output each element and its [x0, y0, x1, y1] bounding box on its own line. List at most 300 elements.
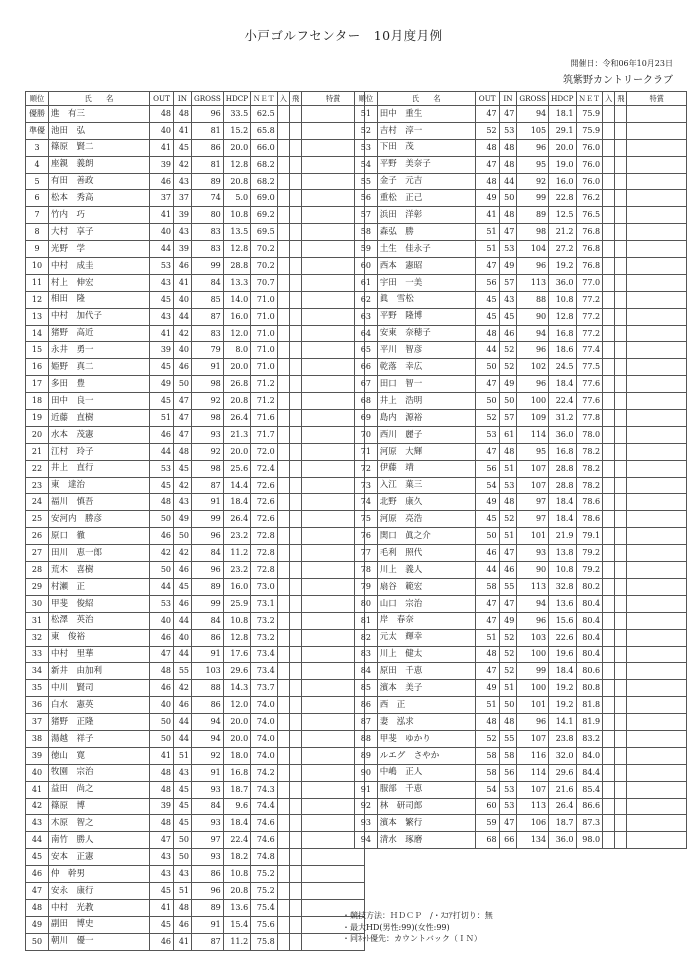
rank-cell: 40	[26, 764, 49, 781]
out-cell: 43	[150, 849, 174, 866]
in-cell: 48	[499, 207, 517, 224]
table-row	[26, 781, 365, 798]
rank-cell: 46	[26, 866, 49, 883]
name-cell: 甲斐 俊紹	[49, 595, 150, 612]
hdcp-cell: 26.4	[223, 410, 250, 427]
rank-cell: 74	[355, 494, 378, 511]
out-cell: 43	[150, 274, 174, 291]
prize-cell	[627, 511, 687, 528]
nyu-cell	[277, 528, 289, 545]
hi-cell	[615, 528, 627, 545]
hi-cell	[615, 291, 627, 308]
table-row	[355, 747, 687, 764]
nyu-cell	[277, 562, 289, 579]
table-row	[355, 494, 687, 511]
col-prize-header: 特賞	[302, 92, 365, 106]
nyu-cell	[277, 156, 289, 173]
hi-cell	[289, 730, 301, 747]
out-cell: 51	[475, 224, 499, 241]
gross-cell: 97	[517, 494, 549, 511]
out-cell: 48	[475, 325, 499, 342]
gross-cell: 88	[192, 680, 224, 697]
name-cell: 田口 智一	[377, 376, 475, 393]
col-net-header: ＮＥＴ	[251, 92, 278, 106]
nyu-cell	[277, 207, 289, 224]
name-cell: 益田 尚之	[49, 781, 150, 798]
hdcp-cell: 8.0	[223, 342, 250, 359]
out-cell: 53	[150, 595, 174, 612]
table-row	[355, 680, 687, 697]
in-cell: 47	[499, 106, 517, 123]
name-cell: 荒木 喜樹	[49, 562, 150, 579]
net-cell: 74.6	[251, 815, 278, 832]
gross-cell: 83	[192, 241, 224, 258]
gross-cell: 86	[192, 697, 224, 714]
name-cell: 中川 賢司	[49, 680, 150, 697]
net-cell: 80.4	[576, 646, 603, 663]
table-row	[355, 815, 687, 832]
nyu-cell	[277, 849, 289, 866]
table-row	[355, 291, 687, 308]
table-row	[355, 629, 687, 646]
nyu-cell	[277, 410, 289, 427]
out-cell: 49	[150, 376, 174, 393]
net-cell: 77.4	[576, 342, 603, 359]
name-cell: 原口 徹	[49, 528, 150, 545]
in-cell: 49	[174, 511, 192, 528]
in-cell: 40	[174, 342, 192, 359]
gross-cell: 74	[192, 190, 224, 207]
out-cell: 46	[150, 680, 174, 697]
prize-cell	[627, 410, 687, 427]
hi-cell	[615, 511, 627, 528]
hi-cell	[615, 663, 627, 680]
table-row	[355, 207, 687, 224]
in-cell: 42	[174, 477, 192, 494]
out-cell: 47	[475, 156, 499, 173]
table-row	[26, 545, 365, 562]
hi-cell	[615, 460, 627, 477]
nyu-cell	[277, 139, 289, 156]
out-cell: 46	[150, 173, 174, 190]
gross-cell: 84	[192, 545, 224, 562]
in-cell: 53	[499, 781, 517, 798]
nyu-cell	[277, 393, 289, 410]
table-row	[26, 376, 365, 393]
name-cell: 猪野 正隆	[49, 714, 150, 731]
results-table-right	[354, 91, 687, 849]
gross-cell: 98	[192, 460, 224, 477]
table-row	[26, 562, 365, 579]
rank-cell: 39	[26, 747, 49, 764]
prize-cell	[627, 376, 687, 393]
table-row	[26, 359, 365, 376]
gross-cell: 81	[192, 156, 224, 173]
out-cell: 40	[150, 122, 174, 139]
rank-cell: 77	[355, 545, 378, 562]
hi-cell	[289, 646, 301, 663]
hdcp-cell: 29.1	[549, 122, 576, 139]
name-cell: 眞 雪松	[377, 291, 475, 308]
rank-cell: 68	[355, 393, 378, 410]
name-cell: 宇田 一美	[377, 274, 475, 291]
hi-cell	[615, 308, 627, 325]
gross-cell: 98	[192, 376, 224, 393]
name-cell: 田中 重生	[377, 106, 475, 123]
rank-cell: 38	[26, 730, 49, 747]
out-cell: 48	[475, 646, 499, 663]
out-cell: 58	[475, 578, 499, 595]
hi-cell	[615, 190, 627, 207]
in-cell: 43	[174, 764, 192, 781]
gross-cell: 84	[192, 612, 224, 629]
nyu-cell	[603, 832, 615, 849]
table-row	[26, 325, 365, 342]
net-cell: 73.0	[251, 578, 278, 595]
in-cell: 48	[499, 139, 517, 156]
net-cell: 74.0	[251, 697, 278, 714]
gross-cell: 91	[192, 916, 224, 933]
in-cell: 66	[499, 832, 517, 849]
out-cell: 56	[475, 460, 499, 477]
gross-cell: 103	[192, 663, 224, 680]
rank-cell: 84	[355, 663, 378, 680]
net-cell: 71.0	[251, 308, 278, 325]
out-cell: 49	[475, 190, 499, 207]
net-cell: 72.6	[251, 477, 278, 494]
hi-cell	[289, 849, 301, 866]
hdcp-cell: 18.1	[549, 106, 576, 123]
gross-cell: 95	[517, 156, 549, 173]
gross-cell: 100	[517, 646, 549, 663]
name-cell: 平野 隆博	[377, 308, 475, 325]
gross-cell: 105	[517, 122, 549, 139]
in-cell: 37	[174, 190, 192, 207]
out-cell: 58	[475, 764, 499, 781]
prize-cell	[627, 697, 687, 714]
in-cell: 43	[174, 224, 192, 241]
in-cell: 44	[174, 730, 192, 747]
out-cell: 45	[475, 511, 499, 528]
table-row	[355, 139, 687, 156]
hi-cell	[615, 815, 627, 832]
hdcp-cell: 16.0	[223, 578, 250, 595]
hi-cell	[615, 781, 627, 798]
name-cell: 中村 成圭	[49, 258, 150, 275]
name-cell: 原田 千恵	[377, 663, 475, 680]
out-cell: 48	[150, 494, 174, 511]
hdcp-cell: 15.4	[223, 916, 250, 933]
in-cell: 57	[499, 410, 517, 427]
out-cell: 47	[150, 832, 174, 849]
table-row	[355, 511, 687, 528]
nyu-cell	[603, 359, 615, 376]
hdcp-cell: 13.8	[549, 545, 576, 562]
hi-cell	[289, 916, 301, 933]
in-cell: 48	[499, 714, 517, 731]
gross-cell: 90	[517, 308, 549, 325]
net-cell: 74.2	[251, 764, 278, 781]
out-cell: 58	[475, 747, 499, 764]
out-cell: 48	[150, 663, 174, 680]
hi-cell	[615, 443, 627, 460]
gross-cell: 94	[192, 714, 224, 731]
table-row	[26, 528, 365, 545]
out-cell: 45	[150, 882, 174, 899]
gross-cell: 86	[192, 866, 224, 883]
out-cell: 68	[475, 832, 499, 849]
in-cell: 50	[499, 393, 517, 410]
hi-cell	[289, 528, 301, 545]
hdcp-cell: 18.6	[549, 342, 576, 359]
hdcp-cell: 9.6	[223, 798, 250, 815]
prize-cell	[627, 325, 687, 342]
hdcp-cell: 19.2	[549, 680, 576, 697]
col-prize-header: 特賞	[627, 92, 687, 106]
net-cell: 75.2	[251, 882, 278, 899]
hdcp-cell: 28.8	[549, 477, 576, 494]
name-cell: 南竹 勝人	[49, 832, 150, 849]
hdcp-cell: 18.4	[549, 494, 576, 511]
nyu-cell	[603, 190, 615, 207]
nyu-cell	[277, 190, 289, 207]
prize-cell	[627, 747, 687, 764]
net-cell: 73.2	[251, 629, 278, 646]
in-cell: 58	[499, 747, 517, 764]
table-row	[26, 342, 365, 359]
in-cell: 46	[174, 595, 192, 612]
gross-cell: 89	[192, 173, 224, 190]
net-cell: 74.0	[251, 747, 278, 764]
net-cell: 72.8	[251, 545, 278, 562]
note-method: ・競技方法：ＨＤＣＰ /・ｽｺｱ打切り：無	[342, 911, 493, 920]
prize-cell	[627, 798, 687, 815]
net-cell: 71.0	[251, 359, 278, 376]
out-cell: 51	[475, 697, 499, 714]
net-cell: 68.2	[251, 156, 278, 173]
rank-cell: 49	[26, 916, 49, 933]
prize-cell	[627, 578, 687, 595]
out-cell: 41	[150, 207, 174, 224]
results-table-left	[25, 91, 365, 951]
hdcp-cell: 36.0	[549, 832, 576, 849]
gross-cell: 107	[517, 730, 549, 747]
hdcp-cell: 12.5	[549, 207, 576, 224]
net-cell: 62.5	[251, 106, 278, 123]
name-cell: 田川 恵一郎	[49, 545, 150, 562]
nyu-cell	[277, 730, 289, 747]
hi-cell	[289, 815, 301, 832]
rank-cell: 94	[355, 832, 378, 849]
net-cell: 68.2	[251, 173, 278, 190]
gross-cell: 87	[192, 477, 224, 494]
gross-cell: 134	[517, 832, 549, 849]
nyu-cell	[603, 730, 615, 747]
prize-cell	[627, 528, 687, 545]
out-cell: 48	[150, 781, 174, 798]
nyu-cell	[603, 697, 615, 714]
competition-notes	[342, 910, 493, 945]
hi-cell	[615, 359, 627, 376]
rank-cell: 4	[26, 156, 49, 173]
hi-cell	[289, 274, 301, 291]
net-cell: 74.6	[251, 832, 278, 849]
hdcp-cell: 19.2	[549, 258, 576, 275]
out-cell: 48	[475, 714, 499, 731]
name-cell: 西 正	[377, 697, 475, 714]
hi-cell	[289, 106, 301, 123]
rank-cell: 63	[355, 308, 378, 325]
nyu-cell	[603, 122, 615, 139]
gross-cell: 96	[517, 258, 549, 275]
hdcp-cell: 26.4	[549, 798, 576, 815]
net-cell: 75.4	[251, 899, 278, 916]
net-cell: 77.0	[576, 274, 603, 291]
nyu-cell	[277, 224, 289, 241]
in-cell: 53	[499, 477, 517, 494]
table-row	[26, 410, 365, 427]
in-cell: 45	[174, 460, 192, 477]
table-row	[355, 443, 687, 460]
gross-cell: 113	[517, 578, 549, 595]
name-cell: 安東 奈穂子	[377, 325, 475, 342]
in-cell: 42	[174, 156, 192, 173]
net-cell: 74.3	[251, 781, 278, 798]
net-cell: 72.6	[251, 494, 278, 511]
rank-cell: 83	[355, 646, 378, 663]
prize-cell	[627, 241, 687, 258]
rank-cell: 準優	[26, 122, 49, 139]
nyu-cell	[603, 798, 615, 815]
nyu-cell	[277, 882, 289, 899]
hi-cell	[289, 899, 301, 916]
hi-cell	[289, 494, 301, 511]
name-cell: 座親 義朗	[49, 156, 150, 173]
rank-cell: 75	[355, 511, 378, 528]
in-cell: 52	[499, 646, 517, 663]
nyu-cell	[603, 663, 615, 680]
prize-cell	[627, 359, 687, 376]
hi-cell	[289, 933, 301, 950]
net-cell: 75.9	[576, 106, 603, 123]
gross-cell: 96	[192, 528, 224, 545]
nyu-cell	[277, 342, 289, 359]
nyu-cell	[277, 426, 289, 443]
in-cell: 41	[174, 274, 192, 291]
hi-cell	[289, 764, 301, 781]
rank-cell: 72	[355, 460, 378, 477]
col-hdcp-header: HDCP	[223, 92, 250, 106]
hi-cell	[615, 747, 627, 764]
net-cell: 79.2	[576, 562, 603, 579]
rank-cell: 90	[355, 764, 378, 781]
out-cell: 43	[150, 308, 174, 325]
in-cell: 43	[174, 866, 192, 883]
col-in-header: IN	[174, 92, 192, 106]
out-cell: 39	[150, 342, 174, 359]
prize-cell	[627, 122, 687, 139]
col-net-header: ＮＥＴ	[576, 92, 603, 106]
rank-cell: 10	[26, 258, 49, 275]
hdcp-cell: 18.4	[549, 376, 576, 393]
out-cell: 44	[150, 241, 174, 258]
hi-cell	[615, 173, 627, 190]
net-cell: 69.0	[251, 190, 278, 207]
venue-name: 筑紫野カントリークラブ	[563, 75, 673, 86]
table-row	[26, 224, 365, 241]
name-cell: 水本 茂憲	[49, 426, 150, 443]
in-cell: 41	[174, 933, 192, 950]
nyu-cell	[277, 258, 289, 275]
out-cell: 49	[475, 494, 499, 511]
hi-cell	[289, 578, 301, 595]
nyu-cell	[603, 376, 615, 393]
rank-cell: 20	[26, 426, 49, 443]
hi-cell	[615, 629, 627, 646]
out-cell: 47	[475, 612, 499, 629]
prize-cell	[302, 849, 365, 866]
hi-cell	[615, 156, 627, 173]
in-cell: 51	[499, 460, 517, 477]
nyu-cell	[603, 578, 615, 595]
hi-cell	[289, 359, 301, 376]
table-row	[355, 832, 687, 849]
nyu-cell	[277, 781, 289, 798]
rank-cell: 45	[26, 849, 49, 866]
table-row	[26, 274, 365, 291]
rank-cell: 54	[355, 156, 378, 173]
hi-cell	[289, 410, 301, 427]
rank-cell: 41	[26, 781, 49, 798]
nyu-cell	[277, 308, 289, 325]
hi-cell	[615, 562, 627, 579]
nyu-cell	[277, 122, 289, 139]
gross-cell: 98	[517, 224, 549, 241]
net-cell: 72.6	[251, 511, 278, 528]
hdcp-cell: 16.0	[223, 308, 250, 325]
rank-cell: 11	[26, 274, 49, 291]
out-cell: 51	[475, 241, 499, 258]
col-name-header: 氏 名	[49, 92, 150, 106]
name-cell: 朝川 優一	[49, 933, 150, 950]
in-cell: 45	[174, 139, 192, 156]
in-cell: 46	[499, 562, 517, 579]
in-cell: 44	[174, 612, 192, 629]
hdcp-cell: 22.8	[549, 190, 576, 207]
prize-cell	[627, 815, 687, 832]
rank-cell: 8	[26, 224, 49, 241]
net-cell: 70.7	[251, 274, 278, 291]
hdcp-cell: 17.6	[223, 646, 250, 663]
net-cell: 71.2	[251, 393, 278, 410]
out-cell: 44	[475, 342, 499, 359]
in-cell: 48	[499, 494, 517, 511]
gross-cell: 89	[192, 899, 224, 916]
name-cell: 湯越 祥子	[49, 730, 150, 747]
name-cell: 浜田 洋彰	[377, 207, 475, 224]
name-cell: 松本 秀高	[49, 190, 150, 207]
net-cell: 81.8	[576, 697, 603, 714]
nyu-cell	[603, 714, 615, 731]
hi-cell	[615, 393, 627, 410]
in-cell: 46	[174, 258, 192, 275]
hdcp-cell: 21.3	[223, 426, 250, 443]
net-cell: 69.2	[251, 207, 278, 224]
hi-cell	[289, 325, 301, 342]
table-row	[355, 342, 687, 359]
hdcp-cell: 25.6	[223, 460, 250, 477]
gross-cell: 107	[517, 477, 549, 494]
